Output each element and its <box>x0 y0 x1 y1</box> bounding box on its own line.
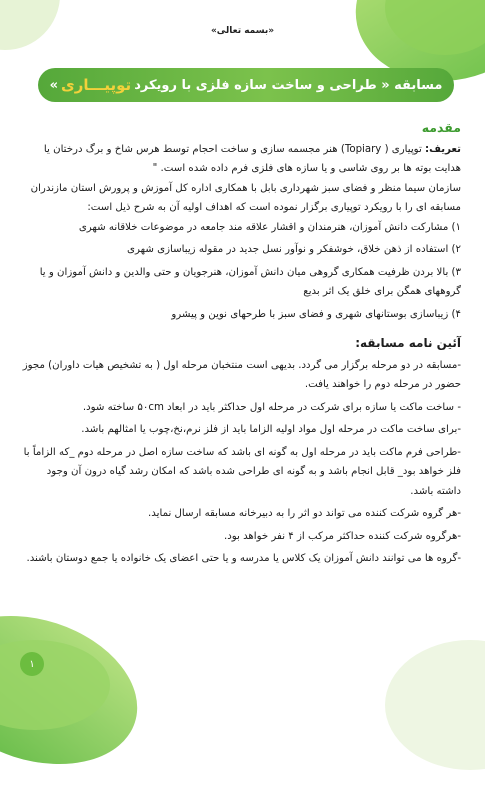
intro-heading: مقدمه <box>421 120 461 135</box>
rule-item: -طراحی فرم ماکت باید در مرحله اول به گونه ای باشد که ساخت سازه اصل در مرحله دوم _که الزاماً با فلز خواهد بود_ قابل انجام باشد و به گونه ای طراحی شده باشد که امکان رشد گیاه درون آن وجود داشته باشد. <box>23 446 461 497</box>
rule-item: -گروه ها می توانند دانش آموزان یک کلاس یا مدرسه و یا حتی اعضای یک خانواده یا جمع دوستان باشند. <box>26 553 461 564</box>
rule-item: -هر گروه شرکت کننده می تواند دو اثر را به دبیرخانه مسابقه ارسال نماید. <box>148 508 461 519</box>
rule-item: - ساخت ماکت یا سازه برای شرکت در مرحله اول حداکثر باید در ابعاد ۵۰cm ساخته شود. <box>82 401 461 413</box>
document-body <box>22 118 461 572</box>
rule-item: -مسابقه در دو مرحله برگزار می گردد. بدیهی است منتخبان مرحله اول ( به تشخیص هیات داوران) مجوز حضور در مرحله دوم را خواهند یافت. <box>22 359 461 390</box>
rules-heading: آئین نامه مسابقه: <box>355 336 461 350</box>
definition-paragraph <box>22 140 461 179</box>
bismillah-header: «بسمه تعالی» <box>210 26 275 36</box>
title-end-text: » <box>49 77 58 93</box>
corner-decoration-bottom-right <box>385 640 485 770</box>
rules-list <box>22 356 461 569</box>
goal-item: ۴) زیباسازی بوستانهای شهری و فضای سبز با طرحهای نوین و پیشرو <box>171 308 461 320</box>
goal-item: ۳) بالا بردن ظرفیت همکاری گروهی میان دانش آموزان، هنرجویان و حتی والدین و دانش آموزان و یا گروههای همگن برای خلق یک اثر بدیع <box>39 266 461 297</box>
definition-label: تعریف: <box>425 143 461 155</box>
title-banner <box>38 68 454 102</box>
goal-item: ۲) استفاده از ذهن خلاق، خوشفکر و نوآور نسل جدید در مقوله زیباسازی شهری <box>127 244 461 255</box>
page-number-badge: ۱ <box>20 652 44 676</box>
title-main-text: مسابقه « طراحی و ساخت سازه فلزی با رویکرد <box>134 77 443 93</box>
title-highlight-text: توپیـــاری <box>60 76 132 94</box>
definition-text: توپیاری ( Topiary) هنر مجسمه سازی و ساخت احجام توسط هرس شاخ و برگ درختان یا هدایت بوته ها بر روی شاسی و یا سازه های فلزی فرم داده شده است. " <box>43 143 461 174</box>
goals-list <box>22 218 461 325</box>
goal-item: ۱) مشارکت دانش آموزان، هنرمندان و اقشار علاقه مند جامعه در موضوعات خلاقانه شهری <box>78 221 461 233</box>
purpose-paragraph: سازمان سیما منظر و فضای سبز شهرداری بابل با همکاری اداره کل آموزش و پرورش استان مازندران مسابقه ای را با رویکرد توپیاری برگزار نموده است که اهداف اولیه آن به شرح ذیل است: <box>30 182 461 213</box>
rule-item: -هرگروه شرکت کننده حداکثر مرکب از ۴ نفر خواهد بود. <box>223 530 461 542</box>
corner-decoration-top-left <box>0 0 60 50</box>
rule-item: -برای ساخت ماکت در مرحله اول مواد اولیه الزاما باید از فلز نرم،نخ،چوب یا امثالهم باشد. <box>81 424 461 435</box>
